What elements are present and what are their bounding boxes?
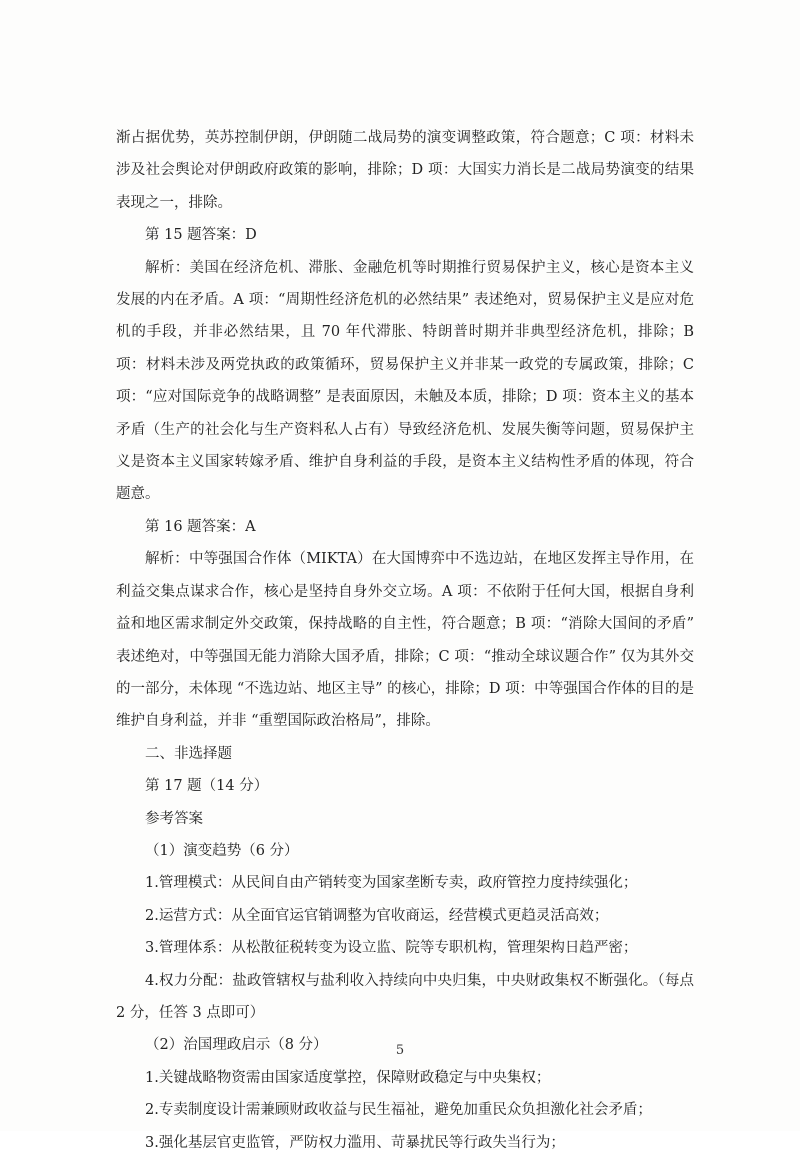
analysis-q15: 解析：美国在经济危机、滞胀、金融危机等时期推行贸易保护主义，核心是资本主义发展的内在矛盾。A 项：“周期性经济危机的必然结果” 表述绝对，贸易保护主义是应对危机的手段，并非必然结果，且 70 年代滞胀、特朗普时期并非典型经济危机，排除；B 项：材料未涉及两党执政的政策循环，贸易保护主义并非某一政党的专属政策，排除；C 项：“应对国际竞争的战略调整” 是表面原因，未触及本质，排除；D 项：资本主义的基本矛盾（生产的社会化与生产资料私人占有）导致经济危机、发展失衡等问题，贸易保护主义是资本主义国家转嫁矛盾、维护自身利益的手段，是资本主义结构性矛盾的体现，符合题意。: [116, 259, 694, 503]
list-item: 1.管理模式：从民间自由产销转变为国家垄断专卖，政府管控力度持续强化；: [145, 875, 638, 892]
list-item: 1.关键战略物资需由国家适度掌控，保障财政稳定与中央集权；: [145, 1069, 551, 1086]
analysis-q16: 解析：中等强国合作体（MIKTA）在大国博弈中不选边站，在地区发挥主导作用，在利益交集点谋求合作，核心是坚持自身外交立场。A 项：不依附于任何大国，根据自身利益和地区需求制定外交政策，保持战略的自主性，符合题意；B 项：“消除大国间的矛盾” 表述绝对，中等强国无能力消除大国矛盾，排除；C 项：“推动全球议题合作” 仅为其外交的一部分，未体现 “不选边站、地区主导” 的核心，排除；D 项：中等强国合作体的目的是维护自身利益，并非 “重塑国际政治格局”，排除。: [116, 551, 694, 730]
question-heading-q17: 第 17 题（14 分）: [145, 778, 269, 795]
list-item: 3.管理体系：从松散征税转变为设立监、院等专职机构，管理架构日趋严密；: [145, 940, 638, 957]
subquestion-heading-1: （1）演变趋势（6 分）: [145, 842, 299, 859]
list-item: 3.强化基层官吏监管，严防权力滥用、苛暴扰民等行政失当行为；: [145, 1134, 565, 1151]
page-number: 5: [395, 1043, 405, 1058]
section-heading-non-choice: 二、非选择题: [145, 745, 232, 762]
list-item: 2.运营方式：从全面官运官销调整为官收商运，经营模式更趋灵活高效；: [145, 907, 609, 924]
reference-answer-label: 参考答案: [145, 810, 203, 827]
answer-heading-q16: 第 16 题答案：A: [145, 518, 256, 535]
subquestion-heading-2: （2）治国理政启示（8 分）: [145, 1037, 328, 1054]
list-item: 4.权力分配：盐政管辖权与盐利收入持续向中央归集，中央财政集权不断强化。（每点 2 分，任答 3 点即可）: [116, 972, 694, 1021]
paragraph-continuation-q14: 渐占据优势，英苏控制伊朗，伊朗随二战局势的演变调整政策，符合题意；C 项：材料未涉及社会舆论对伊朗政府政策的影响，排除；D 项：大国实力消长是二战局势演变的结果表现之一，排除。: [116, 130, 694, 211]
list-item: 2.专卖制度设计需兼顾财政收益与民生福祉，避免加重民众负担激化社会矛盾；: [145, 1102, 652, 1119]
answer-heading-q15: 第 15 题答案：D: [145, 227, 257, 244]
document-body: [116, 122, 694, 1159]
